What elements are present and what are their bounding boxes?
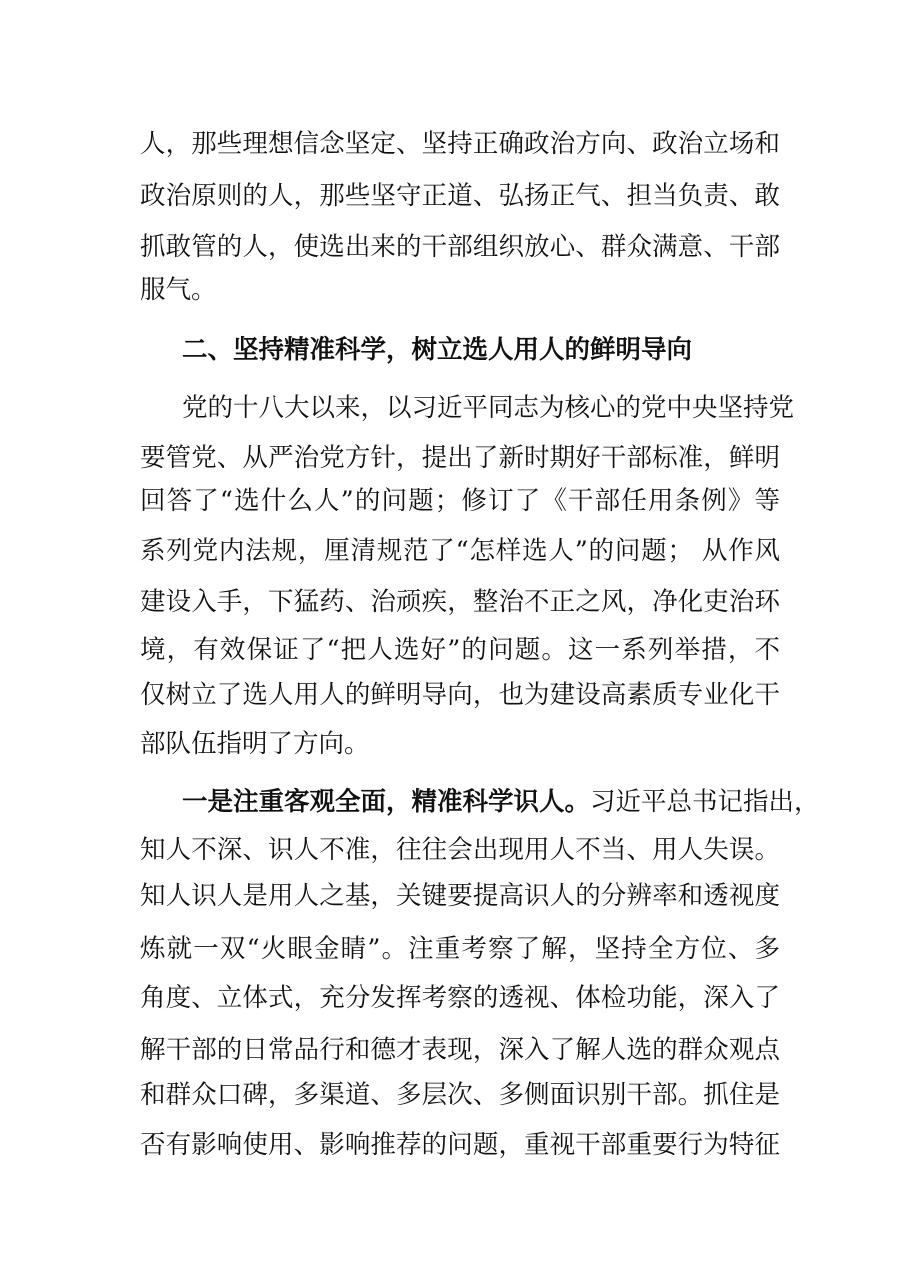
paragraph-3-line-7: 和群众口碑，多渠道、多层次、多侧面识别干部。抓住是 [140,1080,780,1110]
paragraph-3-lead-rest: 习近平总书记指出， [590,787,820,817]
paragraph-2-line-7: 仅树立了选人用人的鲜明导向，也为建设高素质专业化干 [140,680,780,710]
paragraph-3-line-3: 知人识人是用人之基，关键要提高识人的分辨率和透视度 [140,881,780,911]
paragraph-3-line-8: 否有影响使用、影响推荐的问题，重视干部重要行为特征 [140,1130,780,1160]
paragraph-2-line-8: 部队伍指明了方向。 [140,729,370,759]
paragraph-1-line-3: 抓敢管的人，使选出来的干部组织放心、群众满意、干部 [140,232,780,262]
section-heading: 二、坚持精准科学，树立选人用人的鲜明导向 [182,335,693,365]
paragraph-3-line-4: 炼就一双“火眼金睛”。注重考察了解，坚持全方位、多 [140,934,780,964]
paragraph-3-line-2: 知人不深、识人不准，往往会出现用人不当、用人失误。 [140,835,780,865]
paragraph-2-line-2: 要管党、从严治党方针，提出了新时期好干部标准，鲜明 [140,443,780,473]
paragraph-1-line-2: 政治原则的人，那些坚守正道、弘扬正气、担当负责、敢 [140,181,780,211]
paragraph-1-line-4: 服气。 [140,275,217,305]
paragraph-2-line-5: 建设入手，下猛药、治顽疾，整治不正之风，净化吏治环 [140,587,780,617]
paragraph-2-line-6: 境，有效保证了“把人选好”的问题。这一系列举措，不 [140,635,780,665]
paragraph-2-line-4: 系列党内法规，厘清规范了“怎样选人”的问题； 从作风 [140,536,780,566]
paragraph-2-line-1: 党的十八大以来，以习近平同志为核心的党中央坚持党 [182,393,795,423]
paragraph-3-lead-bold: 一是注重客观全面，精准科学识人。 [182,787,591,817]
paragraph-2-line-3: 回答了“选什么人”的问题；修订了《干部任用条例》等 [140,486,780,516]
paragraph-3-line-5: 角度、立体式，充分发挥考察的透视、体检功能，深入了 [140,983,780,1013]
paragraph-3-line-1 [182,782,820,822]
paragraph-1-line-1: 人，那些理想信念坚定、坚持正确政治方向、政治立场和 [140,129,780,159]
paragraph-3-line-6: 解干部的日常品行和德才表现，深入了解人选的群众观点 [140,1035,780,1065]
